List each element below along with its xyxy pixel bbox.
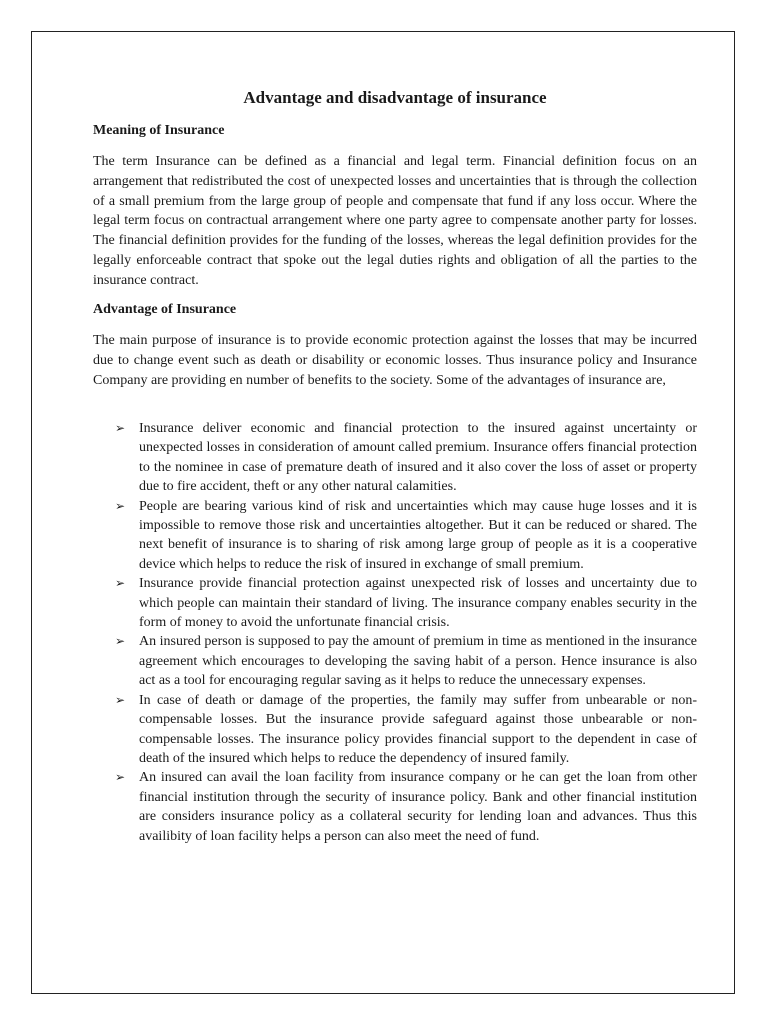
arrow-bullet-icon: ➢ bbox=[115, 770, 126, 785]
arrow-bullet-icon: ➢ bbox=[115, 421, 126, 435]
list-item bbox=[115, 768, 697, 846]
section-heading-meaning: Meaning of Insurance bbox=[93, 123, 225, 138]
list-item-text: People are bearing various kind of risk and uncertainties which may cause huge losses and it is impossible to remove those risk and uncertainties altogether. But it can be reduced or shared. The next benefit of insurance is to sharing of risk among large group of people as it is a cooperative device which helps to reduce the risk of insured in exchange of small premium. bbox=[139, 498, 697, 572]
list-item-text: An insured can avail the loan facility from insurance company or he can get the loan from other financial institution through the security of insurance policy. Bank and other financial institution are considers insurance policy as a collateral security for lending loan and advances. Thus this availibity of loan facility helps a person can also meet the need of fund. bbox=[139, 770, 697, 844]
list-item-text: Insurance provide financial protection against unexpected risk of losses and uncertainty due to which people can maintain their standard of living. The insurance company enables security in the form of money to avoid the unfortunate financial crisis. bbox=[139, 576, 697, 631]
arrow-bullet-icon: ➢ bbox=[115, 634, 126, 649]
list-item-text: An insured person is supposed to pay the amount of premium in time as mentioned in the insurance agreement which encourages to developing the saving habit of a person. Hence insurance is also act as a tool for encouraging regular saving as it helps to reduce the unnecessary expenses. bbox=[139, 634, 697, 689]
advantages-list bbox=[115, 419, 697, 846]
list-item bbox=[115, 691, 697, 769]
list-item bbox=[115, 419, 697, 497]
list-item bbox=[115, 574, 697, 632]
document-title: Advantage and disadvantage of insurance bbox=[243, 88, 547, 107]
section-heading-advantage: Advantage of Insurance bbox=[93, 302, 237, 317]
list-item-text: Insurance deliver economic and financial protection to the insured against uncertainty or unexpected losses in consideration of amount called premium. Insurance offers financial protection to the nominee in case of premature death of insured and it also cover the loss of asset or property due to fire accident, theft or any other natural calamities. bbox=[139, 421, 697, 495]
arrow-bullet-icon: ➢ bbox=[115, 692, 126, 707]
list-item bbox=[115, 497, 697, 575]
list-item bbox=[115, 632, 697, 690]
paragraph-advantage: The main purpose of insurance is to provide economic protection against the losses that may be incurred due to change event such as death or disability or economic losses. Thus insurance policy and Insurance Company are providing en number of benefits to the society. Some of the advantages of insurance are, bbox=[93, 333, 697, 388]
list-item-text: In case of death or damage of the properties, the family may suffer from unbearable or non-compensable losses. But the insurance provide safeguard against those unbearable or non-compensable losses. The insurance policy provides financial support to the dependent in case of death of the insured which helps to reduce the dependency of insured family. bbox=[139, 692, 697, 766]
arrow-bullet-icon: ➢ bbox=[115, 576, 126, 591]
arrow-bullet-icon: ➢ bbox=[115, 498, 126, 513]
paragraph-meaning: The term Insurance can be defined as a financial and legal term. Financial definition focus on an arrangement that redistributed the cost of unexpected losses and uncertainties that is through the collection of a small premium from the large group of people and compensate that fund if any loss occur. Where the legal term focus on contractual arrangement where one party agree to compensate another party for losses. The financial definition provides for the funding of the losses, whereas the legal definition provides for the legally enforceable contract that spoke out the legal duties rights and obligation of all the parties to the insurance contract. bbox=[93, 154, 697, 288]
